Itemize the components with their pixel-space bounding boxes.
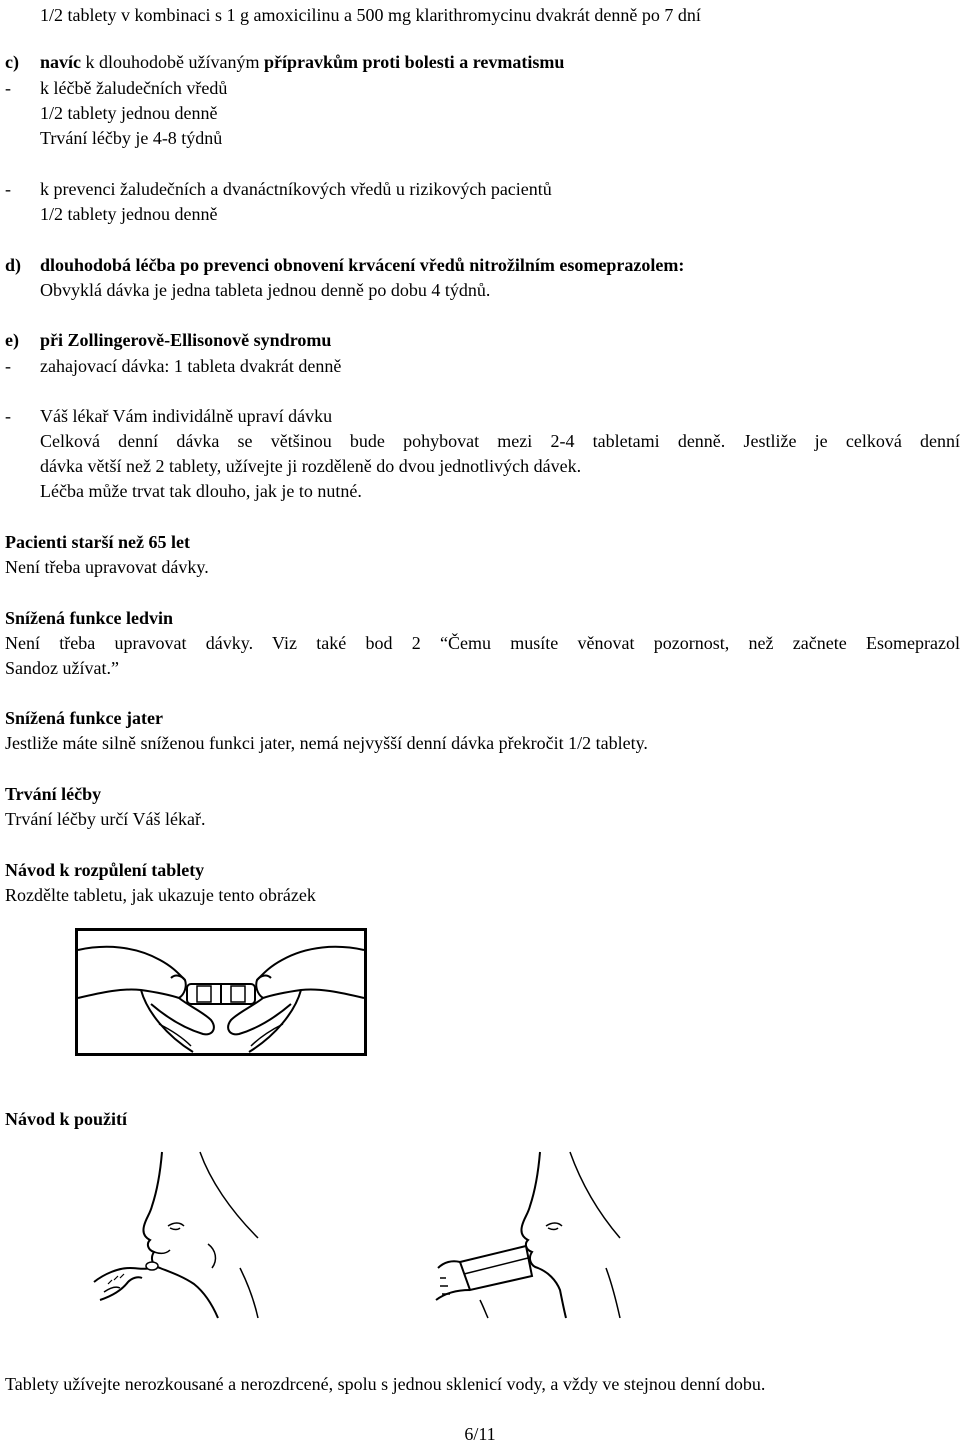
section-c-heading-bold-2: přípravkům proti bolesti a revmatismu xyxy=(264,52,565,72)
section-d-heading: dlouhodobá léčba po prevenci obnovení krvácení vředů nitrožilním esomeprazolem: xyxy=(40,255,685,275)
bullet-dash: - xyxy=(5,78,11,98)
section-e-item-1: zahajovací dávka: 1 tableta dvakrát denně xyxy=(40,356,342,376)
section-d-marker: d) xyxy=(5,255,22,275)
closing-instruction: Tablety užívejte nerozkousané a nerozdrcené, spolu s jednou sklenicí vody, a vždy ve stejnou denní dobu. xyxy=(5,1374,766,1394)
section-c-heading-bold-1: navíc xyxy=(40,52,82,72)
section-e-line-3: Léčba může trvat tak dlouho, jak je to nutné. xyxy=(40,481,362,501)
use-heading: Návod k použití xyxy=(5,1109,128,1129)
section-d-text: Obvyklá dávka je jedna tableta jednou denně po dobu 4 týdnů. xyxy=(40,280,491,300)
kidney-heading: Snížená funkce ledvin xyxy=(5,608,174,628)
split-heading: Návod k rozpůlení tablety xyxy=(5,860,205,880)
bullet-dash: - xyxy=(5,179,11,199)
tablet-splitting-illustration xyxy=(75,928,367,1056)
duration-heading: Trvání léčby xyxy=(5,784,102,804)
split-text: Rozdělte tabletu, jak ukazuje tento obrázek xyxy=(5,885,316,905)
drinking-water-illustration xyxy=(430,1150,640,1320)
section-c-marker: c) xyxy=(5,52,19,72)
section-c-item-2-dose: 1/2 tablety jednou denně xyxy=(40,204,218,224)
liver-text: Jestliže máte silně sníženou funkci jater, nemá nejvyšší denní dávka překročit 1/2 tablety. xyxy=(5,733,648,753)
section-e-line-1: Celková denní dávka se většinou bude pohybovat mezi 2-4 tabletami denně. Jestliže je celková denní xyxy=(40,431,960,451)
elderly-text: Není třeba upravovat dávky. xyxy=(5,557,209,577)
bullet-dash: - xyxy=(5,406,11,426)
section-c-item-2: k prevenci žaludečních a dvanáctníkových vředů u rizikových pacientů xyxy=(40,179,552,199)
dose-line-h-pylori: 1/2 tablety v kombinaci s 1 g amoxicilinu a 500 mg klarithromycinu dvakrát denně po 7 dní xyxy=(40,5,701,25)
section-c-item-1-dose: 1/2 tablety jednou denně xyxy=(40,103,218,123)
liver-heading: Snížená funkce jater xyxy=(5,708,163,728)
section-e-marker: e) xyxy=(5,330,19,350)
duration-text: Trvání léčby určí Váš lékař. xyxy=(5,809,206,829)
section-e-heading: při Zollingerově-Ellisonově syndromu xyxy=(40,330,332,350)
section-e-item-2: Váš lékař Vám individálně upraví dávku xyxy=(40,406,333,426)
section-c-item-1-duration: Trvání léčby je 4-8 týdnů xyxy=(40,128,223,148)
swallowing-tablet-illustration xyxy=(90,1150,300,1320)
section-c-item-1: k léčbě žaludečních vředů xyxy=(40,78,228,98)
page-number: 6/11 xyxy=(464,1424,496,1444)
kidney-line-1: Není třeba upravovat dávky. Viz také bod 2 “Čemu musíte věnovat pozornost, než začnete Esomeprazol xyxy=(5,633,960,653)
section-e-line-2: dávka větší než 2 tablety, užívejte ji rozděleně do dvou jednotlivých dávek. xyxy=(40,456,582,476)
section-c-heading-mid: k dlouhodobě užívaným xyxy=(85,52,260,72)
elderly-heading: Pacienti starší než 65 let xyxy=(5,532,190,552)
kidney-line-2: Sandoz užívat.” xyxy=(5,658,119,678)
bullet-dash: - xyxy=(5,356,11,376)
section-c-heading xyxy=(40,51,564,73)
